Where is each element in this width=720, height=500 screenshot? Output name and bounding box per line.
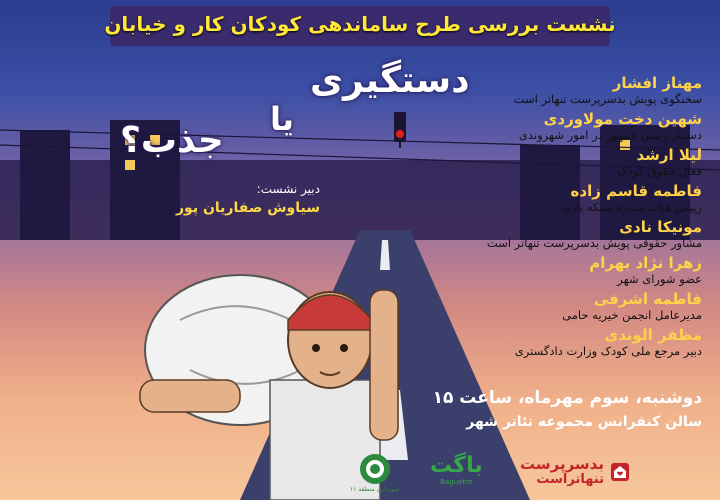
- speaker-name: مونیکا نادی: [619, 218, 702, 236]
- speaker-item: [402, 146, 702, 179]
- municipality-logo-text: شهرداری منطقه ۱۱: [350, 486, 400, 493]
- headline-or: یا: [270, 100, 295, 138]
- baguette-logo-text: باگت: [430, 453, 483, 478]
- campaign-logo: [520, 456, 630, 488]
- speaker-item: [402, 290, 702, 323]
- page-title: نشست بررسی طرح ساماندهی کودکان کار و خیابان: [104, 12, 616, 36]
- campaign-logo-line1: بدسرپرست: [520, 455, 604, 473]
- baguette-logo: [430, 454, 483, 486]
- campaign-logo-text: [520, 456, 604, 488]
- speaker-item: [402, 218, 702, 251]
- moderator-block: [160, 182, 320, 216]
- speaker-role: رییس هیات مدیره شبکه یاری: [561, 200, 702, 214]
- speaker-role: سخنگوی پویش بدسرپرست تنهاتر است: [513, 92, 702, 106]
- municipality-logo: [350, 452, 400, 493]
- house-heart-icon: [610, 462, 630, 482]
- event-info: [372, 388, 702, 430]
- event-venue: سالن کنفرانس مجموعه تئاتر شهر: [466, 414, 702, 430]
- moderator-name: سیاوش صفاریان پور: [176, 200, 320, 216]
- speaker-name: مظفر الوندی: [604, 326, 702, 344]
- speaker-item: [402, 326, 702, 359]
- moderator-label: دبیر نشست:: [256, 182, 320, 196]
- speaker-role: مدیرعامل انجمن خیریه حامی: [562, 308, 702, 322]
- speaker-role: فعال حقوق کودک: [617, 164, 702, 178]
- speaker-name: فاطمه قاسم زاده: [570, 182, 702, 200]
- speaker-item: [402, 254, 702, 287]
- speaker-name: شهین دخت مولاوردی: [543, 110, 702, 128]
- municipality-emblem-icon: [358, 452, 392, 486]
- speaker-item: [402, 74, 702, 107]
- speaker-name: لیلا ارشد: [636, 146, 702, 164]
- baguette-logo-subtext: Baguette: [440, 478, 473, 486]
- event-date: دوشنبه، سوم مهرماه، ساعت ۱۵: [432, 388, 702, 408]
- speaker-item: [402, 182, 702, 215]
- speaker-role: عضو شورای شهر: [617, 272, 702, 286]
- headline-attract: جذب؟: [120, 120, 224, 161]
- sponsor-logos: [0, 450, 720, 494]
- speakers-list: [402, 74, 702, 362]
- speaker-role: دبیر مرجع ملی کودک وزارت دادگستری: [514, 344, 702, 358]
- speaker-name: فاطمه اشرفی: [593, 290, 702, 308]
- headline-arrest: دستگیری: [310, 60, 470, 101]
- campaign-logo-line2: تنهاتراست: [536, 472, 604, 487]
- speaker-name: زهرا نژاد بهرام: [589, 254, 702, 272]
- speaker-name: مهناز افشار: [612, 74, 702, 92]
- speaker-role: دستیار رییس جمهور در امور شهروندی: [518, 128, 702, 142]
- speaker-role: مشاور حقوقی پویش بدسرپرست تنهاتر است: [486, 236, 702, 250]
- speaker-item: [402, 110, 702, 143]
